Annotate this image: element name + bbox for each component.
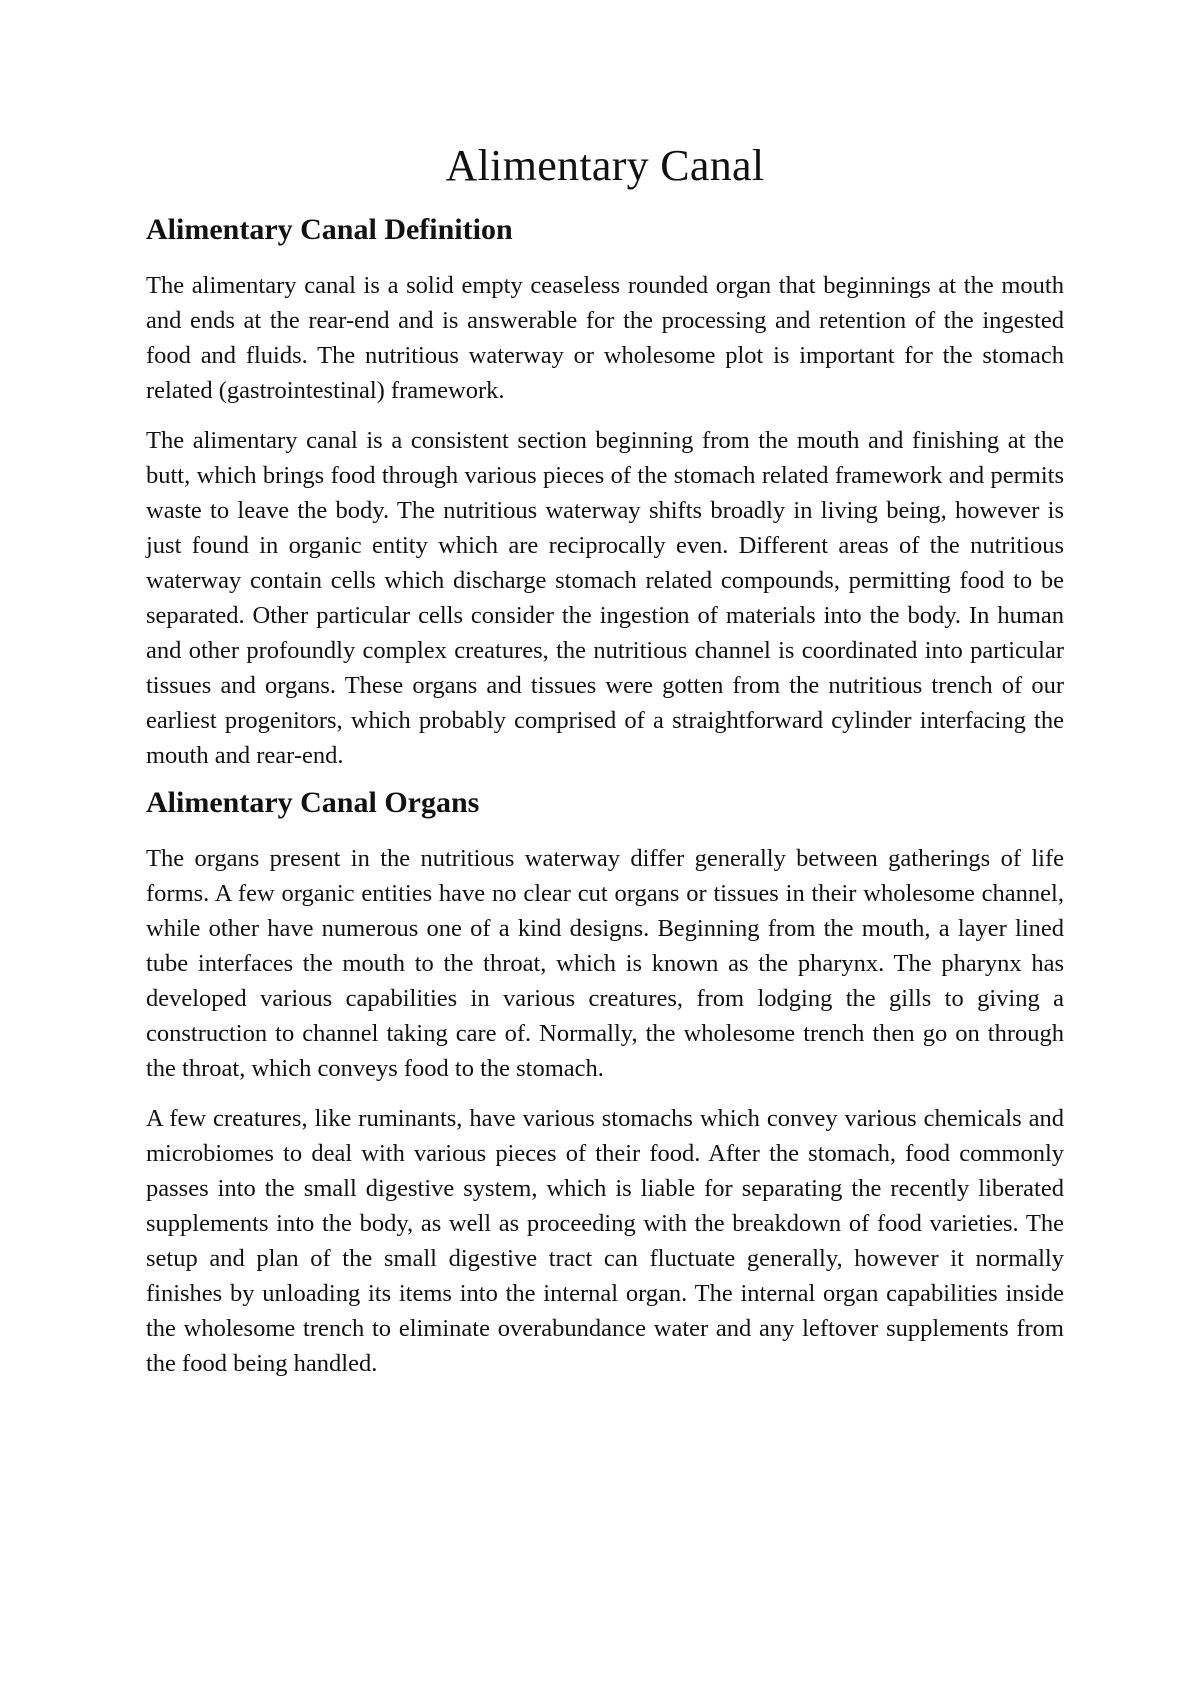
paragraph: A few creatures, like ruminants, have various stomachs which convey various chemicals and microbiomes to deal with various pieces of their food. After the stomach, food commonly passes into the small digestive system, which is liable for separating the recently liberated supplements into the body, as well as proceeding with the breakdown of food varieties. The setup and plan of the small digestive tract can fluctuate generally, however it normally finishes by unloading its items into the internal organ. The internal organ capabilities inside the wholesome trench to eliminate overabundance water and any leftover supplements from the food being handled. (146, 1105, 1064, 1377)
section-heading-organs: Alimentary Canal Organs (146, 786, 480, 819)
document-page (146, 138, 1064, 1381)
section-heading-definition: Alimentary Canal Definition (146, 213, 513, 246)
paragraph: The alimentary canal is a solid empty ceaseless rounded organ that beginnings at the mouth and ends at the rear-end and is answerable for the processing and retention of the ingested food and fluids. The nutritious waterway or wholesome plot is important for the stomach related (gastrointestinal) framework. (146, 272, 1064, 404)
document-title: Alimentary Canal (445, 141, 765, 190)
paragraph: The alimentary canal is a consistent section beginning from the mouth and finishing at the butt, which brings food through various pieces of the stomach related framework and permits waste to leave the body. The nutritious waterway shifts broadly in living being, however is just found in organic entity which are reciprocally even. Different areas of the nutritious waterway contain cells which discharge stomach related compounds, permitting food to be separated. Other particular cells consider the ingestion of materials into the body. In human and other profoundly complex creatures, the nutritious channel is coordinated into particular tissues and organs. These organs and tissues were gotten from the nutritious trench of our earliest progenitors, which probably comprised of a straightforward cylinder interfacing the mouth and rear-end. (146, 427, 1064, 769)
paragraph: The organs present in the nutritious waterway differ generally between gatherings of life forms. A few organic entities have no clear cut organs or tissues in their wholesome channel, while other have numerous one of a kind designs. Beginning from the mouth, a layer lined tube interfaces the mouth to the throat, which is known as the pharynx. The pharynx has developed various capabilities in various creatures, from lodging the gills to giving a construction to channel taking care of. Normally, the wholesome trench then go on through the throat, which conveys food to the stomach. (146, 845, 1064, 1082)
